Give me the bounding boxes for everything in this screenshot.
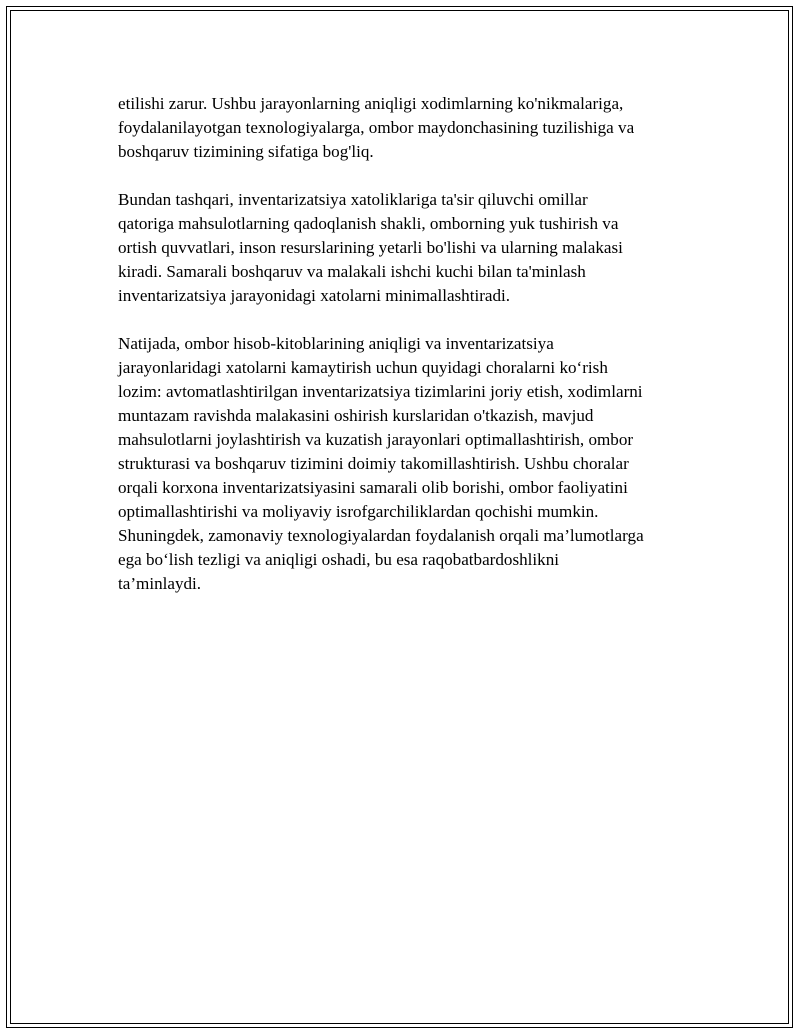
text-line: strukturasi va boshqaruv tizimini doimiy takomillashtirish. Ushbu choralar	[118, 454, 629, 473]
text-line: inventarizatsiya jarayonidagi xatolarni minimallashtiradi.	[118, 286, 511, 305]
paragraph-1	[118, 92, 698, 164]
text-line: boshqaruv tizimining sifatiga bog'liq.	[118, 142, 374, 161]
text-line: Natijada, ombor hisob-kitoblarining aniqligi va inventarizatsiya	[118, 334, 554, 353]
text-line: etilishi zarur. Ushbu jarayonlarning aniqligi xodimlarning ko'nikmalariga,	[118, 94, 624, 113]
text-line: Shuningdek, zamonaviy texnologiyalardan foydalanish orqali ma’lumotlarga	[118, 526, 644, 545]
text-line: kiradi. Samarali boshqaruv va malakali ishchi kuchi bilan ta'minlash	[118, 262, 586, 281]
text-line: ortish quvvatlari, inson resurslarining yetarli bo'lishi va ularning malakasi	[118, 238, 623, 257]
text-line: lozim: avtomatlashtirilgan inventarizatsiya tizimlarini joriy etish, xodimlarni	[118, 382, 643, 401]
text-line: ta’minlaydi.	[118, 574, 202, 593]
text-line: mahsulotlarni joylashtirish va kuzatish jarayonlari optimallashtirish, ombor	[118, 430, 634, 449]
text-line: orqali korxona inventarizatsiyasini samarali olib borishi, ombor faoliyatini	[118, 478, 628, 497]
text-line: muntazam ravishda malakasini oshirish kurslaridan o'tkazish, mavjud	[118, 406, 594, 425]
text-line: optimallashtirishi va moliyaviy isrofgarchiliklardan qochishi mumkin.	[118, 502, 599, 521]
paragraph-2	[118, 188, 698, 308]
text-line: jarayonlaridagi xatolarni kamaytirish uchun quyidagi choralarni ko‘rish	[118, 358, 608, 377]
text-line: Bundan tashqari, inventarizatsiya xatoliklariga ta'sir qiluvchi omillar	[118, 190, 588, 209]
text-line: foydalanilayotgan texnologiyalarga, ombor maydonchasining tuzilishiga va	[118, 118, 635, 137]
text-line: qatoriga mahsulotlarning qadoqlanish shakli, omborning yuk tushirish va	[118, 214, 619, 233]
document-body	[118, 92, 698, 620]
text-line: ega bo‘lish tezligi va aniqligi oshadi, bu esa raqobatbardoshlikni	[118, 550, 560, 569]
paragraph-3	[118, 332, 698, 596]
